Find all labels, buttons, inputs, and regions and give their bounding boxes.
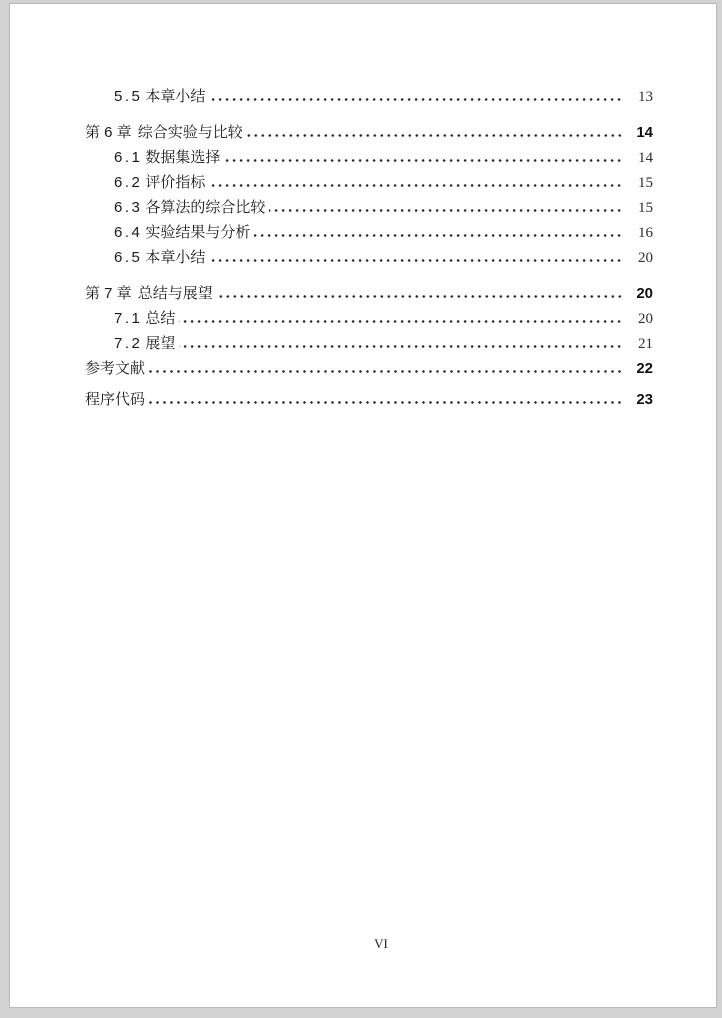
toc-entry-title: 综合实验与比较 — [137, 124, 243, 141]
toc-entry-label — [85, 388, 145, 409]
toc-entry-pagenum: 22 — [636, 360, 653, 377]
toc-entry-label — [85, 121, 243, 142]
toc-entry-label — [114, 171, 205, 192]
toc-entry-pagenum: 16 — [638, 225, 653, 241]
toc-entry-pagenum: 15 — [638, 200, 653, 216]
toc-entry-title: 本章小结 — [145, 88, 206, 105]
toc-entry-number: 5.5 — [114, 88, 143, 105]
dot-leader — [209, 184, 623, 187]
toc-entry-title: 各算法的综合比较 — [145, 199, 266, 216]
toc-entry-title: 数据集选择 — [145, 149, 221, 166]
toc-entry[interactable] — [85, 221, 653, 246]
toc-entry-number: 第 6 章 — [85, 124, 132, 141]
toc-entry-title: 程序代码 — [85, 391, 146, 408]
toc-entry-label — [85, 357, 145, 378]
toc-entry[interactable] — [85, 388, 653, 413]
toc-entry-label — [85, 282, 213, 303]
toc-entry-number: 6.5 — [114, 249, 143, 266]
dot-leader — [269, 209, 623, 212]
toc-entry-number: 6.4 — [114, 224, 143, 241]
toc-entry-title: 展望 — [145, 335, 176, 352]
toc-entry[interactable] — [85, 357, 653, 382]
toc-entry-title: 评价指标 — [145, 174, 206, 191]
toc-entry-pagenum: 14 — [638, 150, 653, 166]
toc-entry-number: 6.3 — [114, 199, 143, 216]
toc-entry[interactable] — [85, 121, 653, 146]
toc-entry-pagenum: 20 — [638, 311, 653, 327]
toc-entry-pagenum: 21 — [638, 336, 653, 352]
toc-entry-label — [114, 307, 175, 328]
toc-entry-pagenum: 23 — [636, 391, 653, 408]
toc-entry[interactable] — [85, 196, 653, 221]
toc-entry-pagenum: 14 — [636, 124, 653, 141]
dot-leader — [247, 134, 623, 137]
toc-entry[interactable] — [85, 171, 653, 196]
toc-entry-number: 7.1 — [114, 310, 143, 327]
toc-entry-pagenum: 20 — [638, 250, 653, 266]
toc-entry[interactable] — [85, 307, 653, 332]
toc-entry[interactable] — [85, 332, 653, 357]
dot-leader — [179, 320, 623, 323]
toc-list — [85, 85, 653, 413]
toc-entry-number: 6.2 — [114, 174, 143, 191]
toc-entry[interactable] — [85, 146, 653, 171]
toc-entry-pagenum: 20 — [636, 285, 653, 302]
dot-leader — [224, 159, 623, 162]
toc-entry[interactable] — [85, 246, 653, 271]
toc-entry-title: 实验结果与分析 — [145, 224, 251, 241]
dot-leader — [179, 345, 623, 348]
toc-entry[interactable] — [85, 85, 653, 110]
toc-entry-pagenum: 15 — [638, 175, 653, 191]
toc-entry-label — [114, 332, 175, 353]
toc-entry-number: 6.1 — [114, 149, 143, 166]
toc-entry[interactable] — [85, 282, 653, 307]
toc-entry-title: 总结与展望 — [137, 285, 213, 302]
toc-entry-label — [114, 146, 220, 167]
dot-leader — [209, 98, 623, 101]
dot-leader — [149, 401, 623, 404]
toc-entry-label — [114, 85, 205, 106]
toc-entry-label — [114, 246, 205, 267]
toc-entry-label — [114, 221, 250, 242]
toc-entry-number: 7.2 — [114, 335, 143, 352]
dot-leader — [254, 234, 623, 237]
toc-entry-title: 参考文献 — [85, 360, 146, 377]
dot-leader — [209, 259, 623, 262]
toc-entry-title: 本章小结 — [145, 249, 206, 266]
dot-leader — [217, 295, 623, 298]
document-page — [9, 3, 717, 1008]
toc-entry-number: 第 7 章 — [85, 285, 132, 302]
page-number-footer: VI — [374, 936, 388, 951]
toc-entry-pagenum: 13 — [638, 89, 653, 105]
dot-leader — [149, 370, 623, 373]
toc-entry-label — [114, 196, 265, 217]
toc-entry-title: 总结 — [145, 310, 176, 327]
